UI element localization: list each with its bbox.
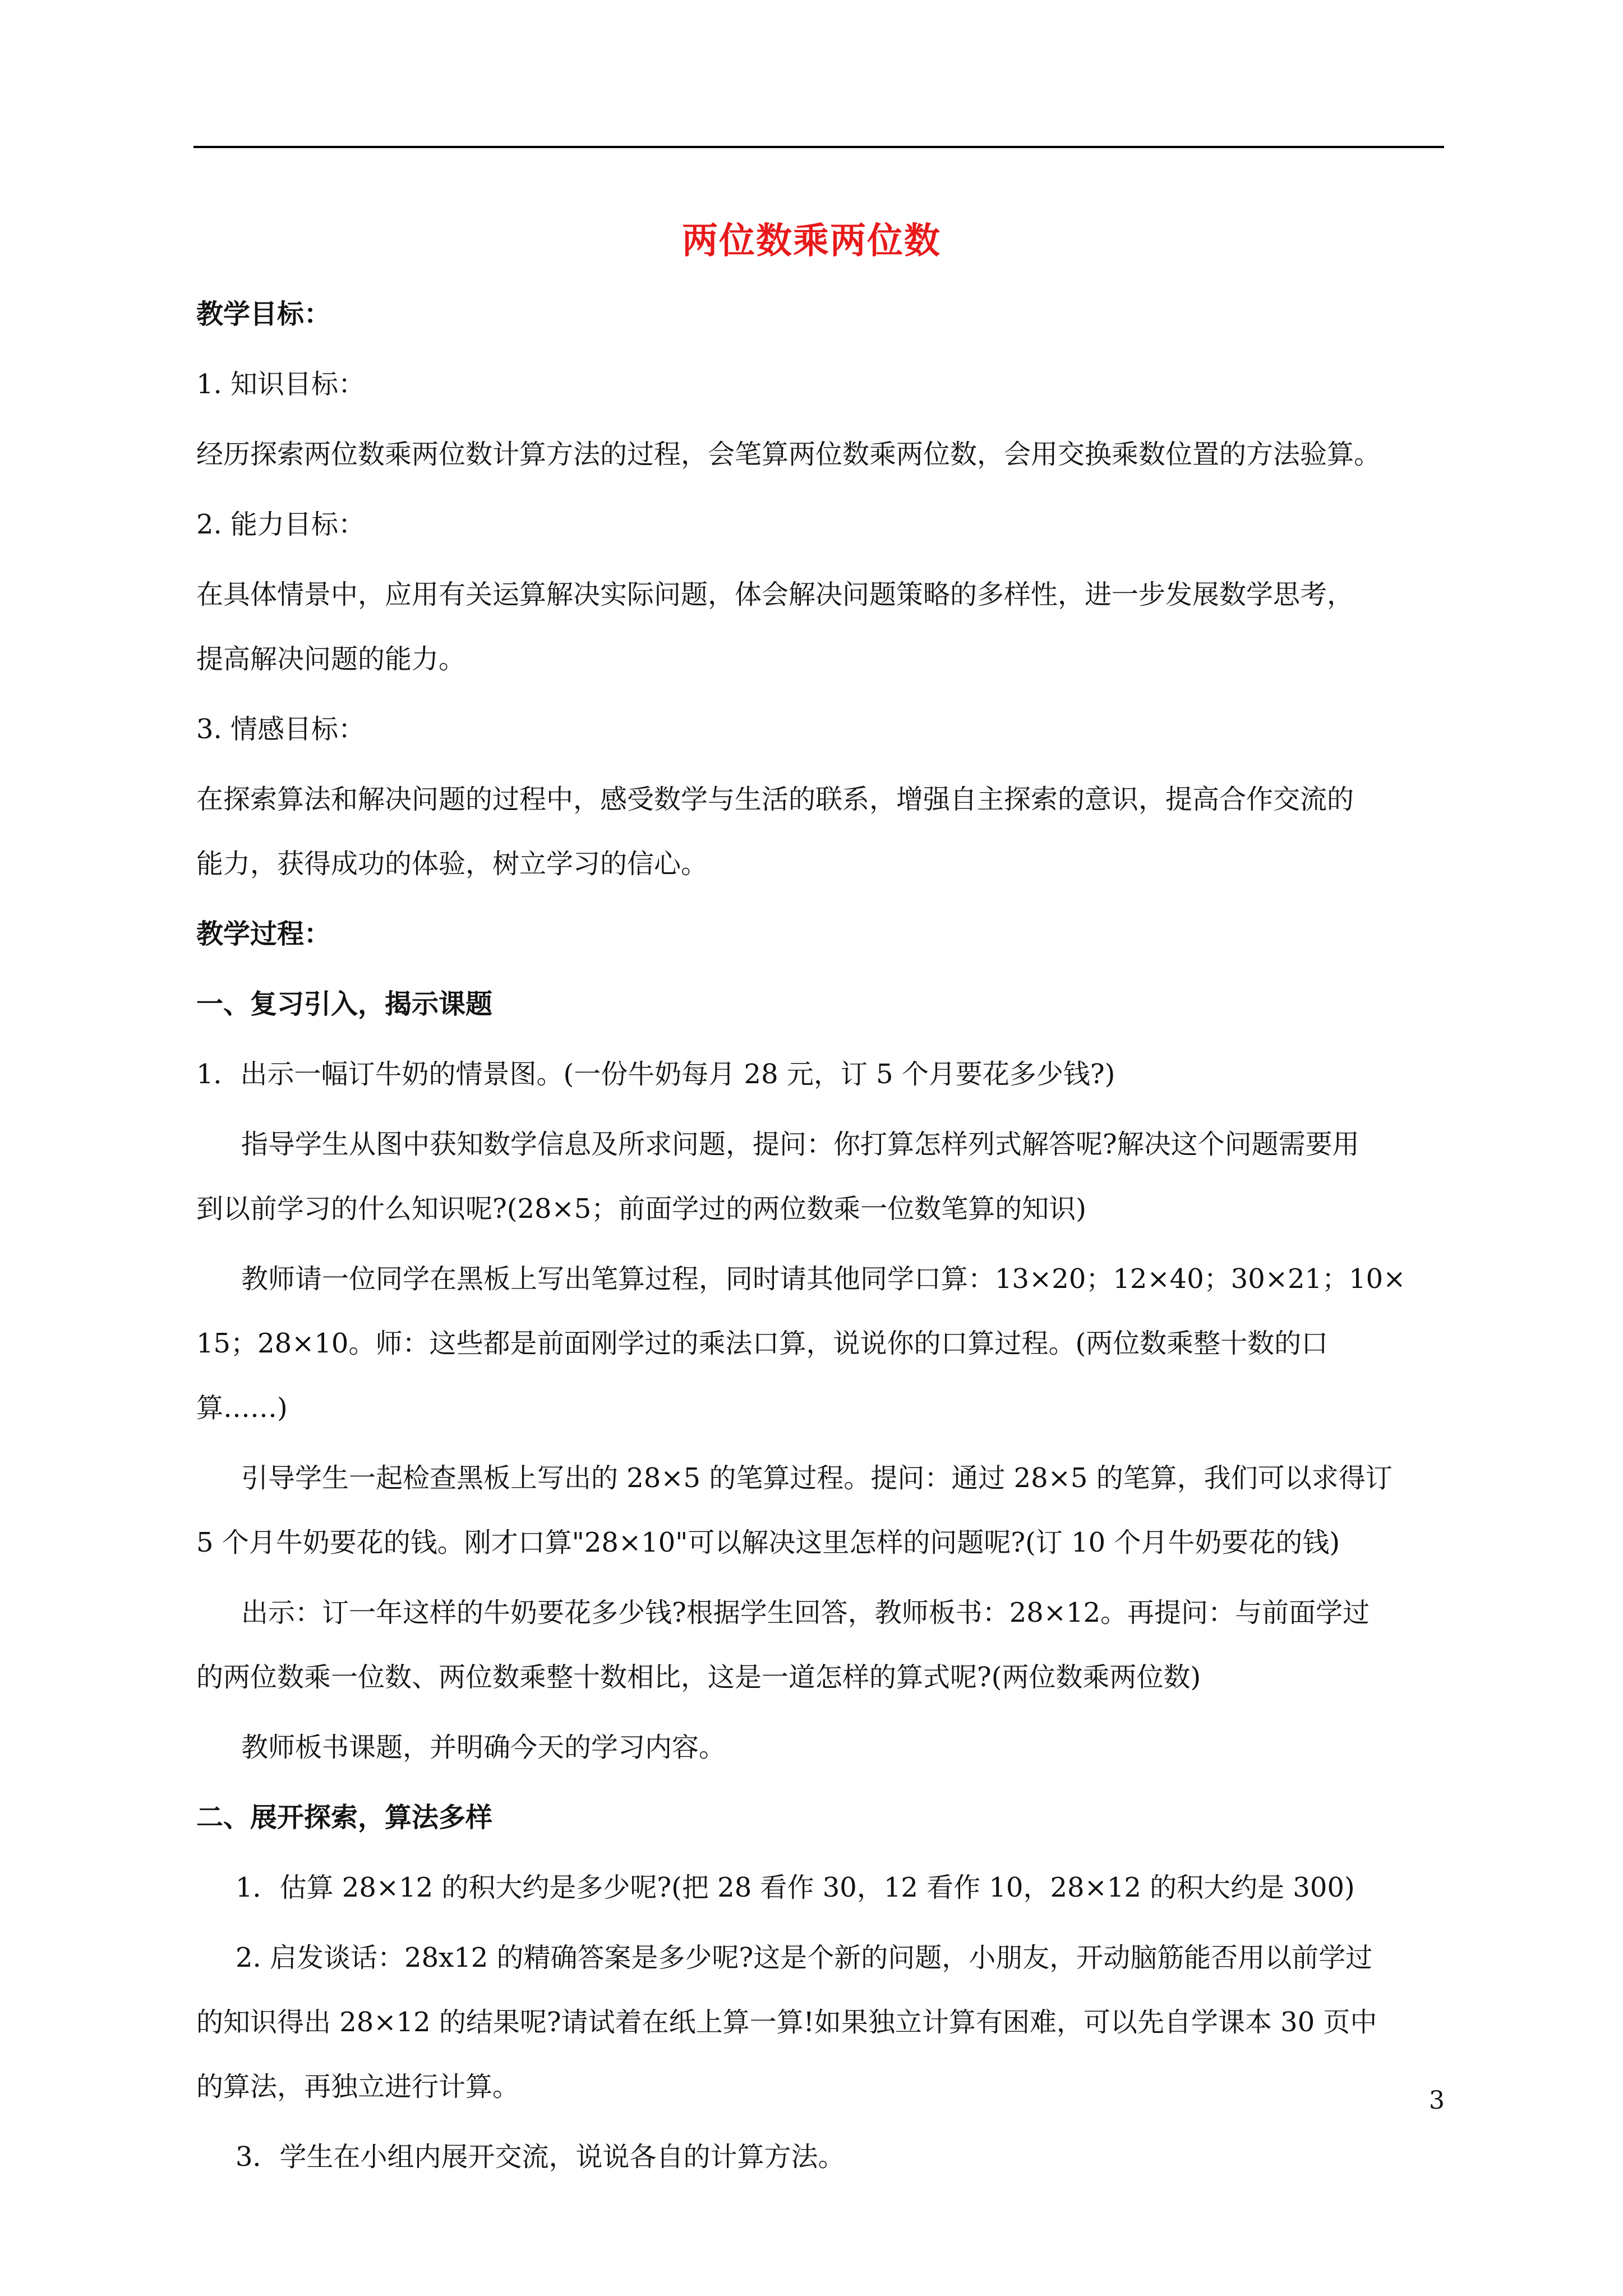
- paragraph-line: 15；28×10。师：这些都是前面刚学过的乘法口算，说说你的口算过程。(两位数乘整十数的口: [196, 1328, 1329, 1359]
- paragraph-line: 1．估算 28×12 的积大约是多少呢?(把 28 看作 30，12 看作 10，28×12 的积大约是 300): [236, 1872, 1355, 1903]
- section-heading-goals: 教学目标：: [196, 298, 331, 330]
- subsection-heading-2: 二、展开探索，算法多样: [196, 1802, 493, 1833]
- paragraph-line: 经历探索两位数乘两位数计算方法的过程，会笔算两位数乘两位数，会用交换乘数位置的方法验算。: [196, 439, 1381, 470]
- section-heading-process: 教学过程：: [196, 918, 331, 950]
- paragraph-line: 的算法，再独立进行计算。: [196, 2071, 520, 2102]
- page-number: 3: [1429, 2086, 1445, 2115]
- paragraph-line: 引导学生一起检查黑板上写出的 28×5 的笔算过程。提问：通过 28×5 的笔算，我们可以求得订: [241, 1462, 1393, 1494]
- paragraph-line: 提高解决问题的能力。: [196, 643, 466, 675]
- paragraph-line: 1．出示一幅订牛奶的情景图。(一份牛奶每月 28 元，订 5 个月要花多少钱?): [196, 1059, 1115, 1090]
- paragraph-line: 的知识得出 28×12 的结果呢?请试着在纸上算一算!如果独立计算有困难，可以先自学课本 30 页中: [196, 2007, 1377, 2038]
- paragraph-line: 教师板书课题，并明确今天的学习内容。: [241, 1732, 726, 1763]
- paragraph-line: 2. 启发谈话：28x12 的精确答案是多少呢?这是个新的问题，小朋友，开动脑筋能否用以前学过: [236, 1942, 1373, 1973]
- goal-ability-heading: 2. 能力目标：: [196, 509, 366, 540]
- goal-emotion-heading: 3. 情感目标：: [196, 714, 366, 745]
- paragraph-line: 5 个月牛奶要花的钱。刚才口算"28×10"可以解决这里怎样的问题呢?(订 10 个月牛奶要花的钱): [196, 1527, 1340, 1558]
- paragraph-line: 在探索算法和解决问题的过程中，感受数学与生活的联系，增强自主探索的意识，提高合作交流的: [196, 784, 1354, 815]
- header-rule: [193, 146, 1444, 148]
- paragraph-line: 教师请一位同学在黑板上写出笔算过程，同时请其他同学口算：13×20；12×40；30×21；10×: [241, 1263, 1406, 1295]
- paragraph-line: 指导学生从图中获知数学信息及所求问题，提问：你打算怎样列式解答呢?解决这个问题需要用: [241, 1129, 1359, 1160]
- subsection-heading-1: 一、复习引入，揭示课题: [196, 988, 493, 1020]
- paragraph-line: 到以前学习的什么知识呢?(28×5；前面学过的两位数乘一位数笔算的知识): [196, 1193, 1087, 1225]
- paragraph-line: 出示：订一年这样的牛奶要花多少钱?根据学生回答，教师板书：28×12。再提问：与前面学过: [241, 1597, 1370, 1628]
- page-title: 两位数乘两位数: [682, 220, 941, 262]
- paragraph-line: 的两位数乘一位数、两位数乘整十数相比，这是一道怎样的算式呢?(两位数乘两位数): [196, 1662, 1201, 1693]
- paragraph-line: 算……): [196, 1392, 288, 1424]
- paragraph-line: 3．学生在小组内展开交流，说说各自的计算方法。: [236, 2141, 845, 2173]
- document-body: [196, 295, 1447, 2207]
- goal-knowledge-heading: 1. 知识目标：: [196, 369, 366, 400]
- paragraph-line: 在具体情景中，应用有关运算解决实际问题，体会解决问题策略的多样性，进一步发展数学思考，: [196, 579, 1354, 610]
- paragraph-line: 能力，获得成功的体验，树立学习的信心。: [196, 848, 708, 880]
